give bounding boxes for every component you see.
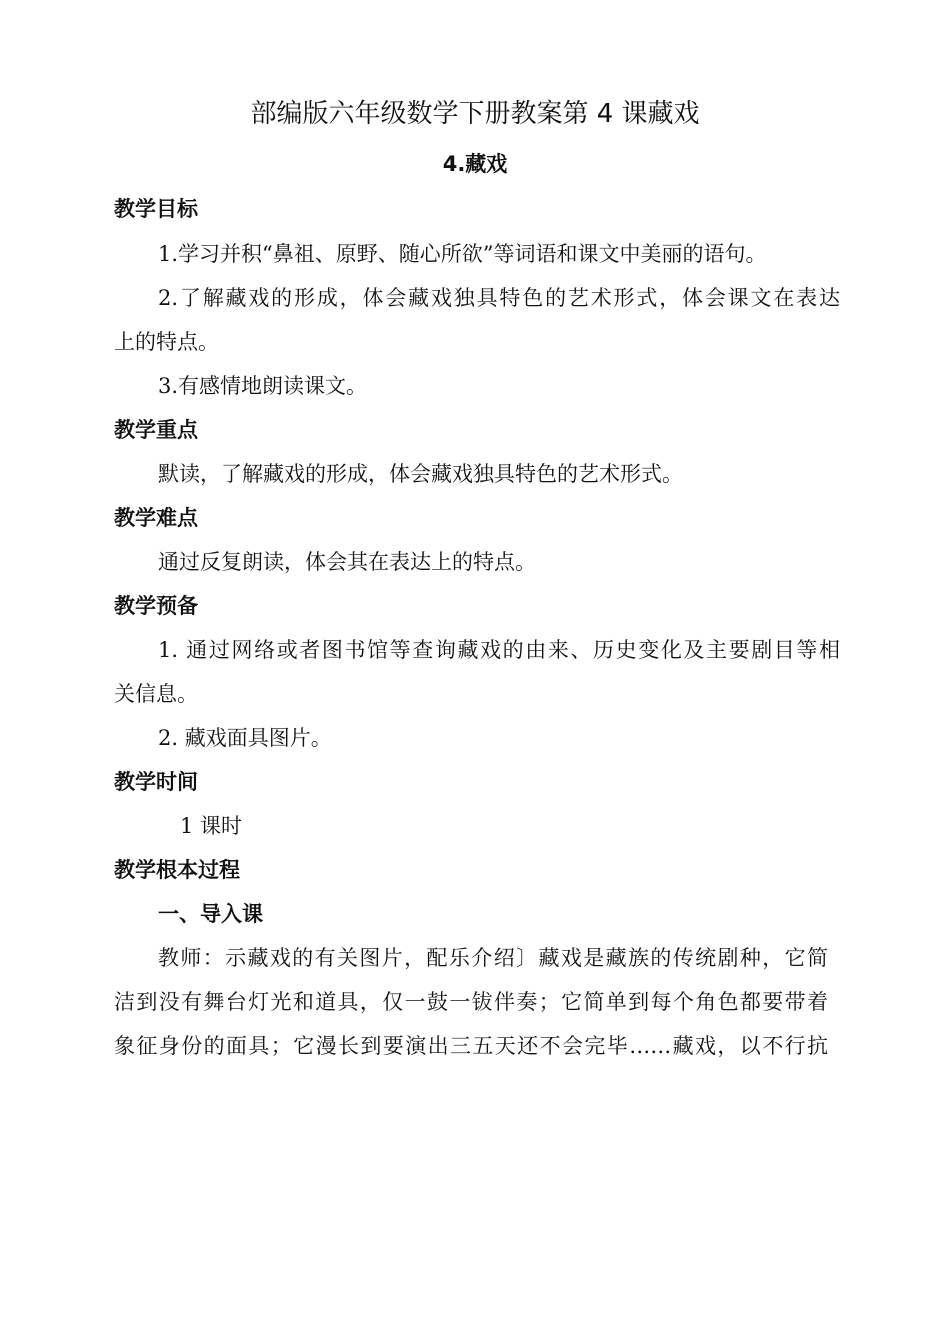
preparation-item-1-line-2: 关信息。 [114, 682, 198, 706]
section-heading-process: 教学根本过程 [114, 858, 240, 882]
objective-item-1: 1.学习并积“鼻祖、原野、随心所欲”等词语和课文中美丽的语句。 [158, 242, 767, 266]
process-paragraph-line-3: 象征身份的面具；它漫长到要演出三五天还不会完毕……藏戏，以不行抗 [114, 1034, 828, 1058]
key-points-text: 默读，了解藏戏的形成，体会藏戏独具特色的艺术形式。 [158, 462, 683, 486]
section-heading-difficulties: 教学难点 [114, 506, 198, 530]
difficulties-text: 通过反复朗读，体会其在表达上的特点。 [158, 550, 536, 574]
objective-item-3: 3.有感情地朗读课文。 [158, 374, 368, 398]
objective-item-2-line-2: 上的特点。 [114, 330, 219, 354]
section-heading-preparation: 教学预备 [114, 594, 198, 618]
preparation-item-1-line-1: 1. 通过网络或者图书馆等查询藏戏的由来、历史变化及主要剧目等相 [158, 638, 840, 662]
process-step-1-heading: 一、导入课 [158, 902, 263, 926]
section-heading-key-points: 教学重点 [114, 418, 198, 442]
preparation-item-2: 2. 藏戏面具图片。 [158, 726, 332, 750]
section-heading-time: 教学时间 [114, 770, 198, 794]
objective-item-2-line-1: 2.了解藏戏的形成，体会藏戏独具特色的艺术形式，体会课文在表达 [158, 286, 840, 310]
lesson-subtitle: 4.藏戏 [442, 152, 508, 176]
section-heading-objectives: 教学目标 [114, 197, 198, 221]
process-paragraph-line-2: 洁到没有舞台灯光和道具，仅一鼓一钹伴奏；它简单到每个角色都要带着 [114, 990, 828, 1014]
time-text: 1 课时 [180, 814, 243, 838]
document-title: 部编版六年级数学下册教案第 4 课藏戏 [250, 99, 700, 129]
process-paragraph-line-1: 教师：示藏戏的有关图片，配乐介绍〕藏戏是藏族的传统剧种，它简 [158, 946, 828, 970]
